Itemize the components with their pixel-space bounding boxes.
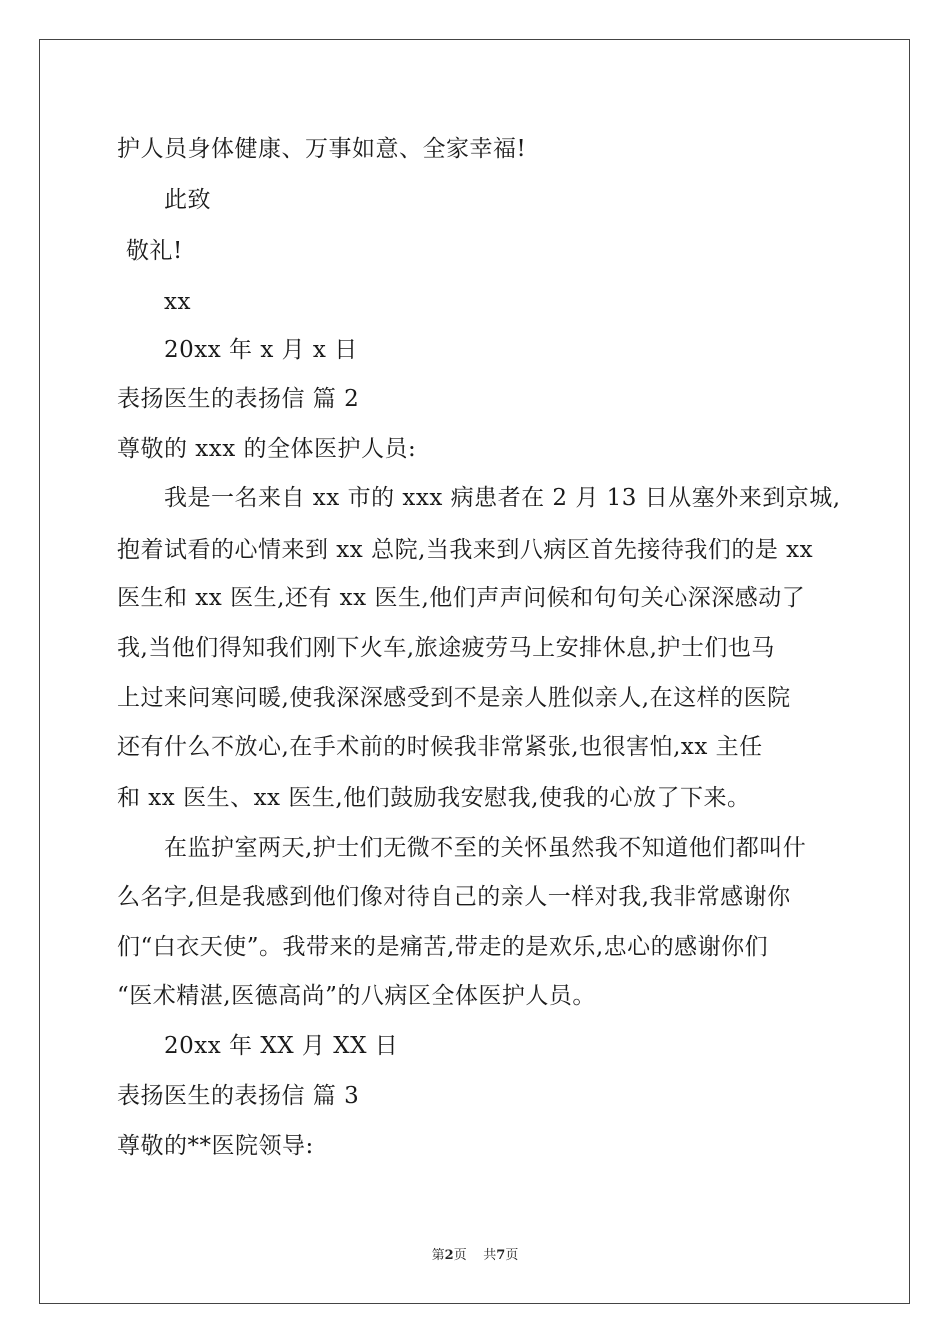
footer-total-prefix: 共	[483, 1248, 497, 1263]
letter2-para2-line: 么名字,但是我感到他们像对待自己的亲人一样对我,我非常感谢你	[117, 884, 791, 910]
footer-total-suffix: 页	[505, 1248, 519, 1263]
footer-page-number: 2	[444, 1248, 454, 1263]
letter2-para1-line: 我是一名来自 xx 市的 xxx 病患者在 2 月 13 日从塞外来到京城,	[164, 485, 841, 511]
letter3-heading: 表扬医生的表扬信 篇 3	[117, 1083, 360, 1109]
letter2-heading: 表扬医生的表扬信 篇 2	[117, 386, 360, 412]
letter2-greeting: 尊敬的 xxx 的全体医护人员:	[117, 436, 417, 462]
letter2-para1-line: 抱着试看的心情来到 xx 总院,当我来到八病区首先接待我们的是 xx	[117, 537, 814, 563]
letter1-salutation-2: 敬礼!	[126, 238, 183, 264]
letter2-para1-line: 上过来问寒问暖,使我深深感受到不是亲人胜似亲人,在这样的医院	[117, 685, 791, 711]
letter1-date: 20xx 年 x 月 x 日	[164, 337, 358, 363]
page-border	[39, 39, 910, 1304]
letter2-para2-line: 们“白衣天使”。我带来的是痛苦,带走的是欢乐,忠心的感谢你们	[117, 934, 769, 960]
letter2-para1-line: 我,当他们得知我们刚下火车,旅途疲劳马上安排休息,护士们也马	[117, 635, 775, 661]
letter2-para2-line: 在监护室两天,护士们无微不至的关怀虽然我不知道他们都叫什	[164, 835, 807, 861]
letter2-para1-line: 还有什么不放心,在手术前的时候我非常紧张,也很害怕,xx 主任	[117, 734, 763, 760]
footer-page-suffix: 页	[453, 1248, 467, 1263]
letter1-closing-line: 护人员身体健康、万事如意、全家幸福!	[117, 136, 527, 162]
letter3-greeting: 尊敬的**医院领导:	[117, 1133, 314, 1159]
letter1-signature: xx	[164, 289, 191, 315]
letter2-para1-line: 医生和 xx 医生,还有 xx 医生,他们声声问候和句句关心深深感动了	[117, 585, 806, 611]
footer-total-pages: 7	[496, 1248, 506, 1263]
letter2-para1-line: 和 xx 医生、xx 医生,他们鼓励我安慰我,使我的心放了下来。	[117, 785, 751, 811]
page-footer	[0, 1248, 950, 1264]
letter1-salutation-1: 此致	[164, 187, 211, 213]
footer-page-prefix: 第	[431, 1248, 445, 1263]
letter2-date: 20xx 年 XX 月 XX 日	[164, 1033, 399, 1059]
letter2-para2-line: “医术精湛,医德高尚”的八病区全体医护人员。	[117, 983, 596, 1009]
